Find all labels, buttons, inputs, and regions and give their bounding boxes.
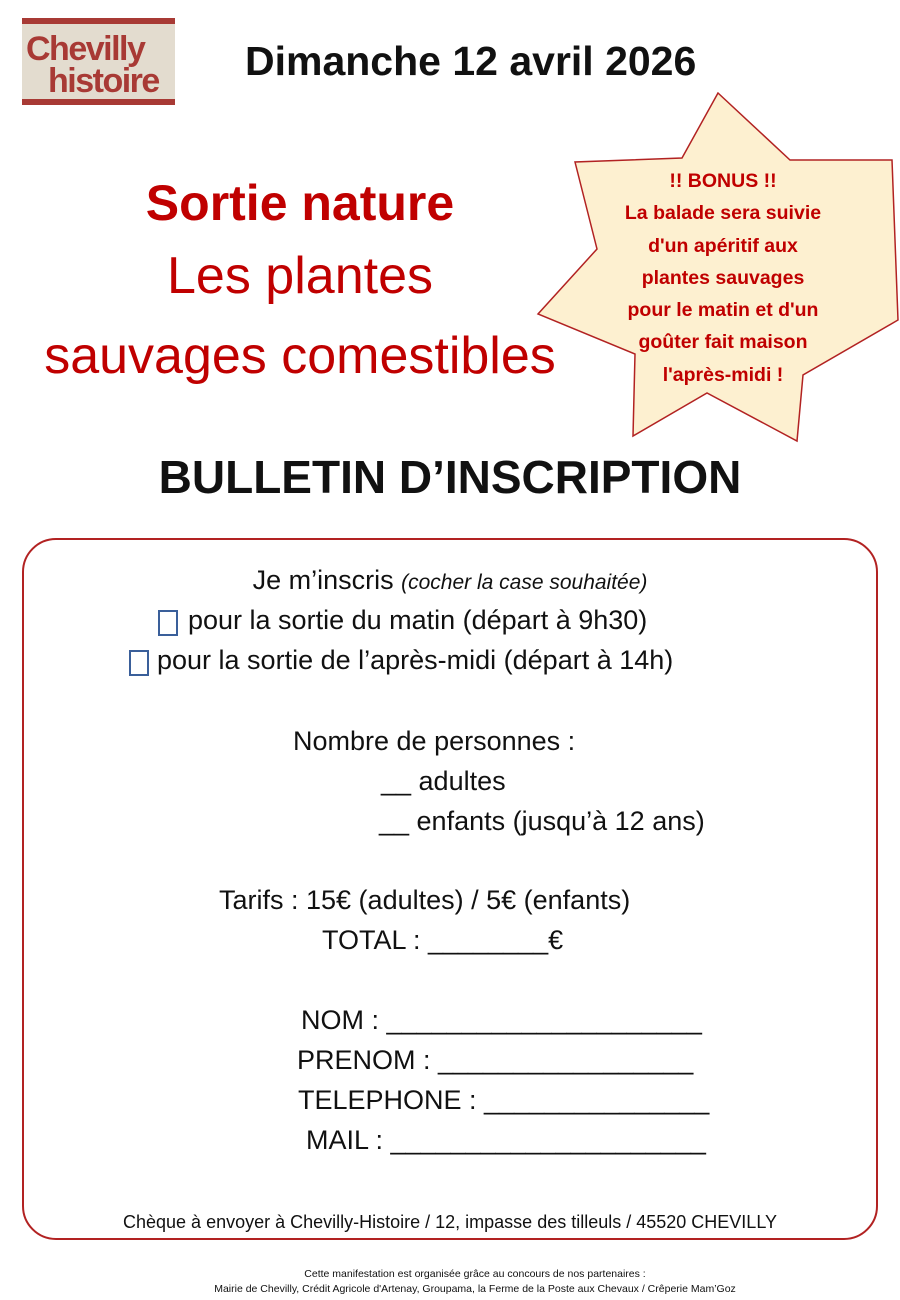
bulletin-title: BULLETIN D’INSCRIPTION <box>158 451 742 503</box>
intro-line <box>0 564 900 596</box>
morning-checkbox[interactable] <box>158 610 178 636</box>
bonus-line: goûter fait maison <box>638 331 808 354</box>
logo-line-2: histoire <box>48 62 159 100</box>
title-line-2: Les plantes <box>167 247 433 305</box>
tariffs-text: Tarifs : 15€ (adultes) / 5€ (enfants) <box>219 885 631 915</box>
intro-text: Je m’inscris <box>252 565 394 595</box>
children-field[interactable]: __ enfants (jusqu’à 12 ans) <box>379 806 705 836</box>
morning-option-label: pour la sortie du matin (départ à 9h30) <box>188 605 648 635</box>
chevilly-histoire-logo <box>22 18 175 105</box>
logo-line-1: Chevilly <box>26 30 145 68</box>
bonus-line: plantes sauvages <box>641 266 805 289</box>
mail-field[interactable]: MAIL : _____________________ <box>306 1125 706 1155</box>
intro-note: (cocher la case souhaitée) <box>401 571 648 594</box>
adults-field[interactable]: __ adultes <box>381 766 506 796</box>
bonus-line: l'après-midi ! <box>662 363 784 386</box>
bonus-line: pour le matin et d'un <box>627 299 819 322</box>
partners-line-2: Mairie de Chevilly, Crédit Agricole d'Artenay, Groupama, la Ferme de la Poste aux Chevaux / Crêperie Mam’Goz <box>214 1283 736 1295</box>
event-date: Dimanche 12 avril 2026 <box>245 38 697 84</box>
afternoon-checkbox[interactable] <box>129 650 149 676</box>
telephone-field[interactable]: TELEPHONE : _______________ <box>298 1085 710 1115</box>
bonus-line: d'un apéritif aux <box>648 234 798 257</box>
payment-instructions: Chèque à envoyer à Chevilly-Histoire / 12, impasse des tilleuls / 45520 CHEVILLY <box>123 1212 777 1232</box>
bonus-text <box>600 165 846 391</box>
total-field[interactable]: TOTAL : ________€ <box>322 925 564 955</box>
title-line-3: sauvages comestibles <box>44 327 556 385</box>
nom-field[interactable]: NOM : _____________________ <box>301 1005 702 1035</box>
event-title <box>0 170 600 396</box>
bonus-line: !! BONUS !! <box>669 170 777 192</box>
title-line-1: Sortie nature <box>145 175 455 231</box>
partners-line-1: Cette manifestation est organisée grâce au concours de nos partenaires : <box>304 1268 646 1280</box>
prenom-field[interactable]: PRENOM : _________________ <box>297 1045 694 1075</box>
afternoon-option-label: pour la sortie de l’après-midi (départ à 14h) <box>157 645 674 675</box>
partners-note <box>0 1267 900 1297</box>
bonus-line: La balade sera suivie <box>624 202 822 225</box>
persons-label: Nombre de personnes : <box>293 726 576 756</box>
